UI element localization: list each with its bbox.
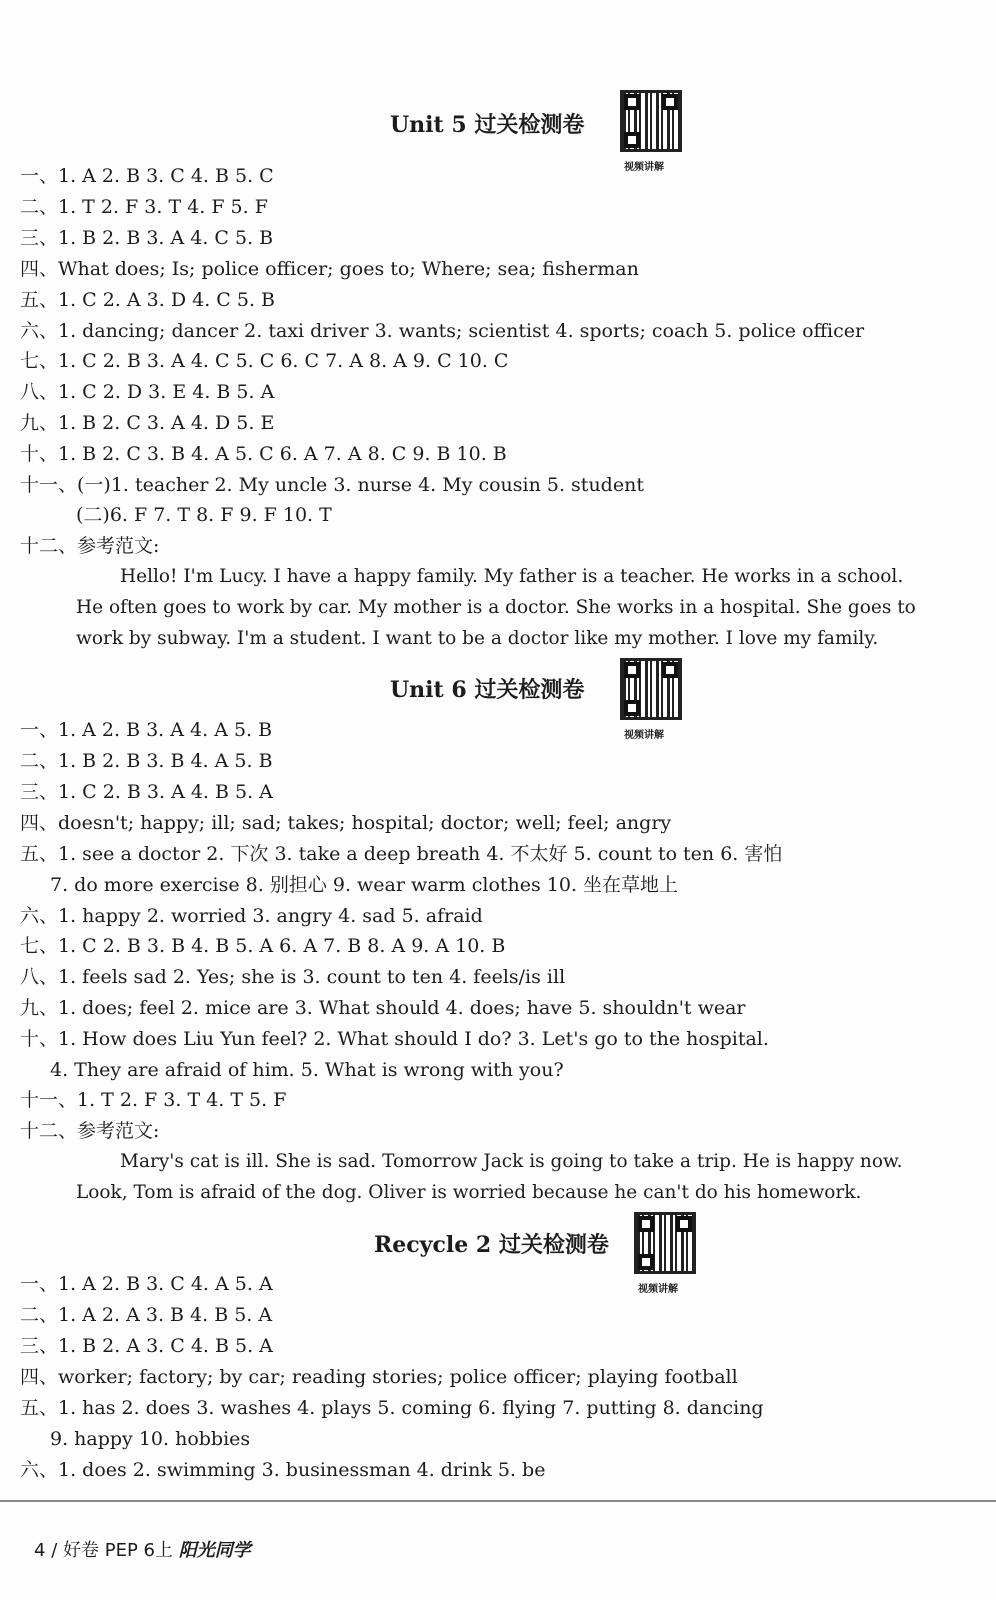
recycle2-title: Recycle 2 过关检测卷	[374, 1232, 609, 1258]
footer-divider	[0, 1500, 996, 1502]
answer-line: 四、doesn't; happy; ill; sad; takes; hospital; doctor; well; feel; angry	[20, 812, 672, 834]
answer-line: 二、1. T 2. F 3. T 4. F 5. F	[20, 196, 268, 218]
essay-line: Look, Tom is afraid of the dog. Oliver is worried because he can't do his homework.	[76, 1182, 862, 1203]
answer-line: 一、1. A 2. B 3. A 4. A 5. B	[20, 719, 273, 741]
qr-code-icon[interactable]	[620, 658, 682, 720]
unit5-title: Unit 5 过关检测卷	[390, 112, 585, 138]
answer-line: 五、1. see a doctor 2. 下次 3. take a deep breath 4. 不太好 5. count to ten 6. 害怕	[20, 843, 783, 865]
essay-line: He often goes to work by car. My mother is a doctor. She works in a hospital. She goes to	[76, 597, 916, 618]
answer-line: 六、1. does 2. swimming 3. businessman 4. drink 5. be	[20, 1459, 546, 1481]
answer-line: 二、1. A 2. A 3. B 4. B 5. A	[20, 1304, 273, 1326]
answer-line: 十一、1. T 2. F 3. T 4. T 5. F	[20, 1089, 287, 1111]
answer-line: (二)6. F 7. T 8. F 9. F 10. T	[76, 504, 332, 526]
answer-line: 7. do more exercise 8. 别担心 9. wear warm clothes 10. 坐在草地上	[50, 874, 679, 896]
answer-line: 一、1. A 2. B 3. C 4. B 5. C	[20, 165, 274, 187]
answer-line: 八、1. feels sad 2. Yes; she is 3. count to ten 4. feels/is ill	[20, 966, 566, 988]
page-number: 4	[34, 1540, 46, 1561]
answer-line: 一、1. A 2. B 3. C 4. A 5. A	[20, 1273, 273, 1295]
unit6-title: Unit 6 过关检测卷	[390, 677, 585, 703]
answer-line: 九、1. does; feel 2. mice are 3. What should 4. does; have 5. shouldn't wear	[20, 997, 746, 1019]
answer-line: 七、1. C 2. B 3. B 4. B 5. A 6. A 7. B 8. A 9. A 10. B	[20, 935, 506, 957]
answer-line: 三、1. B 2. B 3. A 4. C 5. B	[20, 227, 274, 249]
essay-line: Mary's cat is ill. She is sad. Tomorrow Jack is going to take a trip. He is happy now.	[120, 1151, 903, 1172]
answer-line: 十、1. B 2. C 3. B 4. A 5. C 6. A 7. A 8. C 9. B 10. B	[20, 443, 507, 465]
answer-line: 四、What does; Is; police officer; goes to; Where; sea; fisherman	[20, 258, 639, 280]
answer-line: 三、1. C 2. B 3. A 4. B 5. A	[20, 781, 273, 803]
video-caption: 视频讲解	[638, 1284, 678, 1295]
video-caption: 视频讲解	[624, 162, 664, 173]
answer-line: 四、worker; factory; by car; reading stories; police officer; playing football	[20, 1366, 738, 1388]
book-title: 好卷 PEP 6上	[63, 1540, 173, 1561]
answer-line: 9. happy 10. hobbies	[50, 1428, 251, 1450]
answer-line: 4. They are afraid of him. 5. What is wrong with you?	[50, 1059, 564, 1081]
essay-label: 十二、参考范文:	[20, 535, 160, 557]
answer-line: 十一、(一)1. teacher 2. My uncle 3. nurse 4. My cousin 5. student	[20, 474, 644, 496]
essay-label: 十二、参考范文:	[20, 1120, 160, 1142]
answer-line: 六、1. dancing; dancer 2. taxi driver 3. wants; scientist 4. sports; coach 5. police officer	[20, 320, 865, 342]
qr-code-icon[interactable]	[620, 90, 682, 152]
answer-line: 八、1. C 2. D 3. E 4. B 5. A	[20, 381, 275, 403]
answer-line: 二、1. B 2. B 3. B 4. A 5. B	[20, 750, 273, 772]
essay-line: work by subway. I'm a student. I want to be a doctor like my mother. I love my family.	[76, 628, 879, 649]
answer-line: 六、1. happy 2. worried 3. angry 4. sad 5. afraid	[20, 905, 483, 927]
video-caption: 视频讲解	[624, 730, 664, 741]
page-footer	[34, 1536, 251, 1562]
answer-line: 九、1. B 2. C 3. A 4. D 5. E	[20, 412, 275, 434]
answer-line: 十、1. How does Liu Yun feel? 2. What should I do? 3. Let's go to the hospital.	[20, 1028, 769, 1050]
footer-separator: /	[51, 1540, 58, 1561]
qr-code-icon[interactable]	[634, 1212, 696, 1274]
essay-line: Hello! I'm Lucy. I have a happy family. My father is a teacher. He works in a school.	[120, 566, 904, 587]
answer-line: 五、1. C 2. A 3. D 4. C 5. B	[20, 289, 275, 311]
answer-line: 三、1. B 2. A 3. C 4. B 5. A	[20, 1335, 273, 1357]
answer-line: 七、1. C 2. B 3. A 4. C 5. C 6. C 7. A 8. A 9. C 10. C	[20, 350, 509, 372]
brand-logo: 阳光同学	[178, 1540, 251, 1561]
answer-line: 五、1. has 2. does 3. washes 4. plays 5. coming 6. flying 7. putting 8. dancing	[20, 1397, 764, 1419]
